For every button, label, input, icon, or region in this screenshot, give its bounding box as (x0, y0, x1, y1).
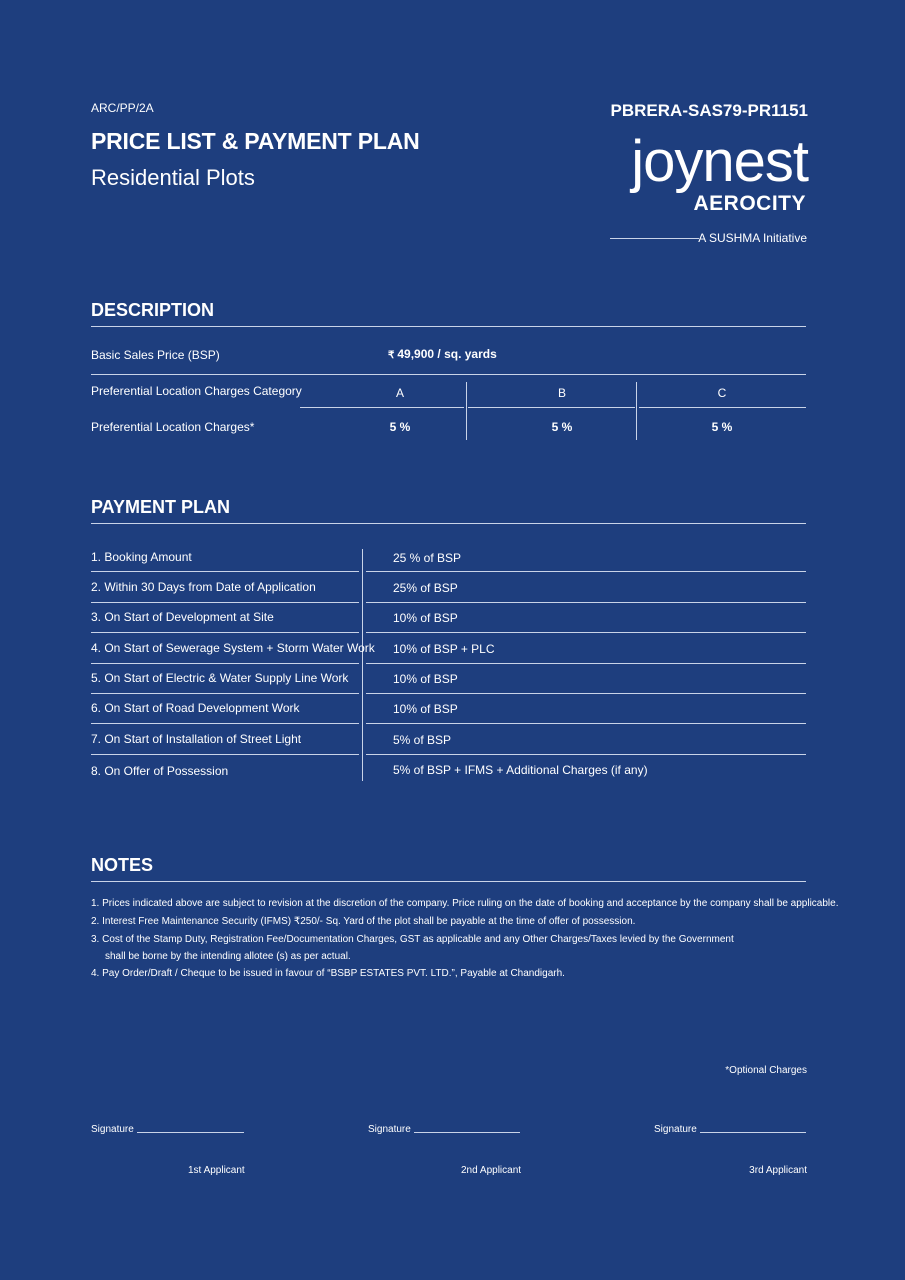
row-divider (366, 632, 806, 633)
brand-logo-location: AEROCITY (693, 192, 806, 215)
plan-amount: 10% of BSP (393, 702, 458, 716)
plan-stage: 4. On Start of Sewerage System + Storm Water Work (91, 641, 375, 655)
plan-amount: 5% of BSP (393, 733, 452, 747)
notes-heading: NOTES (91, 855, 154, 875)
signature-label: Signature (368, 1124, 411, 1135)
applicant-label: 3rd Applicant (749, 1165, 807, 1176)
row-divider (366, 602, 806, 603)
plan-amount: 10% of BSP (393, 672, 458, 686)
row-divider (366, 571, 806, 572)
note-item: 1. Prices indicated above are subject to revision at the discretion of the company. Price ruling on the date of booking and acceptance by the company shall be applicable. (91, 898, 839, 909)
signature-line (137, 1132, 244, 1133)
applicant-label: 2nd Applicant (461, 1165, 522, 1176)
signature-line (700, 1132, 806, 1133)
page-subtitle: Residential Plots (91, 165, 255, 190)
plc-label: Preferential Location Charges* (91, 420, 255, 434)
plan-stage: 2. Within 30 Days from Date of Application (91, 580, 316, 594)
plc-category-label: Preferential Location Charges Category (91, 384, 302, 398)
note-item: 3. Cost of the Stamp Duty, Registration Fee/Documentation Charges, GST as applicable and any Other Charges/Taxes levied by the Government (91, 934, 734, 945)
page-title: PRICE LIST & PAYMENT PLAN (91, 128, 420, 154)
table-divider (468, 407, 635, 408)
logo-divider (610, 238, 699, 239)
brand-tagline: A SUSHMA Initiative (698, 231, 807, 245)
plan-stage: 1. Booking Amount (91, 550, 192, 564)
rupee-icon: ₹ (388, 350, 395, 361)
note-item-continuation: shall be borne by the intending allotee (s) as per actual. (105, 951, 351, 962)
category-a: A (395, 386, 404, 400)
row-divider (91, 693, 359, 694)
row-divider (91, 754, 359, 755)
row-divider (91, 571, 359, 572)
row-divider (91, 632, 359, 633)
table-divider (91, 374, 806, 375)
signature-label: Signature (654, 1124, 697, 1135)
payment-plan-heading: PAYMENT PLAN (91, 497, 231, 517)
description-rule (91, 326, 806, 327)
signature-label: Signature (91, 1124, 134, 1135)
bsp-label: Basic Sales Price (BSP) (91, 348, 220, 362)
brand-logo-name: joynest (631, 129, 808, 194)
table-divider (639, 407, 806, 408)
plan-amount: 10% of BSP (393, 611, 458, 625)
optional-charges-note: *Optional Charges (725, 1065, 807, 1076)
description-heading: DESCRIPTION (91, 300, 215, 320)
row-divider (366, 723, 806, 724)
applicant-label: 1st Applicant (188, 1165, 245, 1176)
column-divider (362, 549, 363, 781)
note-item: 2. Interest Free Maintenance Security (IFMS) ₹250/- Sq. Yard of the plot shall be payable at the time of offer of possession. (91, 916, 636, 927)
row-divider (366, 693, 806, 694)
note-item: 4. Pay Order/Draft / Cheque to be issued in favour of “BSBP ESTATES PVT. LTD.”, Payable at Chandigarh. (91, 968, 565, 979)
bsp-value (388, 347, 497, 361)
payment-plan-rule (91, 523, 806, 524)
plan-stage: 3. On Start of Development at Site (91, 610, 274, 624)
table-divider (300, 407, 464, 408)
plan-stage: 5. On Start of Electric & Water Supply Line Work (91, 671, 349, 685)
plc-value-c: 5 % (711, 420, 733, 434)
signature-line (414, 1132, 520, 1133)
category-c: C (717, 386, 727, 400)
plan-stage: 8. On Offer of Possession (91, 764, 229, 778)
bsp-value-text: 49,900 / sq. yards (397, 347, 497, 361)
plan-amount: 25 % of BSP (393, 551, 462, 565)
plan-stage: 6. On Start of Road Development Work (91, 701, 300, 715)
rera-number: PBRERA-SAS79-PR1151 (610, 101, 808, 120)
row-divider (91, 663, 359, 664)
document-code: ARC/PP/2A (91, 101, 154, 115)
plc-value-a: 5 % (389, 420, 411, 434)
plan-stage: 7. On Start of Installation of Street Light (91, 732, 302, 746)
plan-amount: 25% of BSP (393, 581, 458, 595)
plan-amount: 5% of BSP + IFMS + Additional Charges (if any) (393, 763, 648, 777)
row-divider (366, 663, 806, 664)
row-divider (366, 754, 806, 755)
plc-value-b: 5 % (551, 420, 573, 434)
row-divider (91, 602, 359, 603)
category-b: B (557, 386, 566, 400)
notes-rule (91, 881, 806, 882)
plan-amount: 10% of BSP + PLC (393, 642, 495, 656)
row-divider (91, 723, 359, 724)
